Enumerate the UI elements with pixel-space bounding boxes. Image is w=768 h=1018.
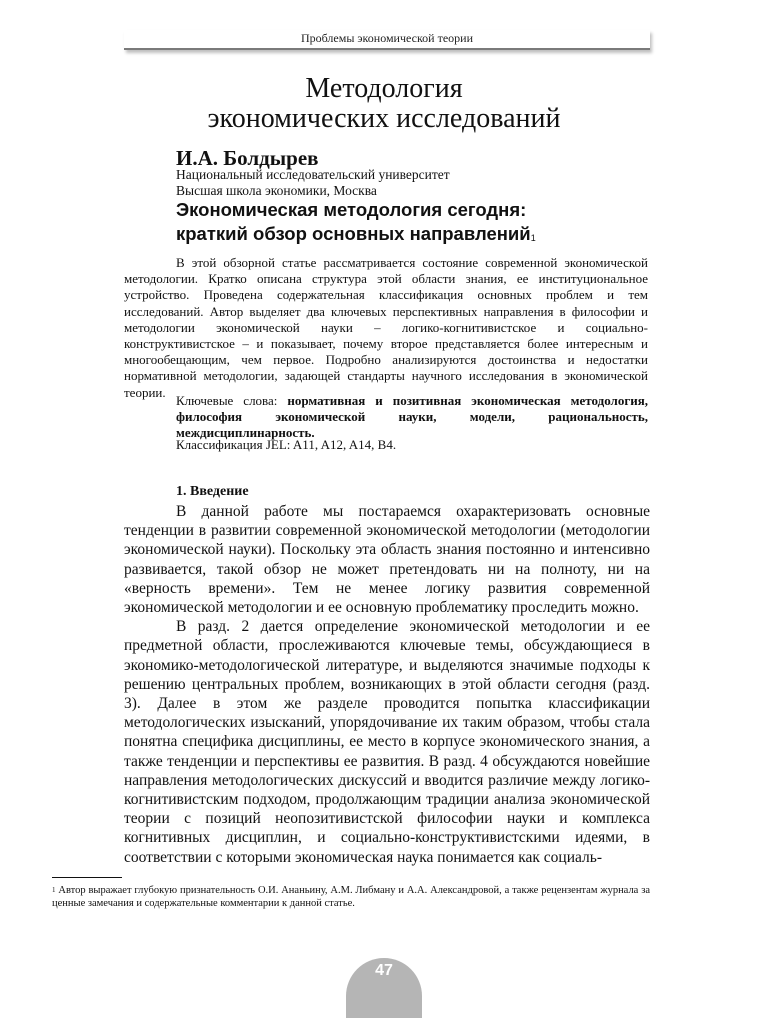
body-text [124,502,650,867]
body-paragraph: В данной работе мы постараемся охарактеризовать основные тенденции в развитии современной экономической методологии (методологии экономической науки). Поскольку эта область знания постоянно и интенсивно развивается, такой обзор не может претендовать ни на полноту, ни на «верность времени». Тем не менее логику развития современной экономической методологии и ее основную проблематику проследить можно. [124,503,650,617]
footnote-text: Автор выражает глубокую признательность О.И. Ананьину, А.М. Либману и А.А. Александровой, а также рецензентам журнала за ценные замечания и содержательные комментарии к данной статье. [52,885,651,909]
jel-classification: Классификация JEL: A11, A12, A14, B4. [176,437,397,452]
keywords [176,393,648,442]
article-title-line2: экономических исследований [207,103,561,134]
footnote-mark: 1 [52,886,56,894]
subtitle-footnote-mark[interactable]: 1 [530,233,536,243]
section-heading: 1. Введение [176,484,249,499]
author-name: И.А. Болдырев [176,146,319,170]
footnote-divider [52,877,122,878]
article-subtitle [176,198,646,246]
affiliation-line1: Национальный исследовательский университет [176,167,450,182]
affiliation-line2: Высшая школа экономики, Москва [176,183,377,198]
subtitle-line2: краткий обзор основных направлений [176,223,531,244]
article-title-line1: Методология [305,73,463,104]
keywords-terms: нормативная и позитивная экономическая методология, философия экономической науки, модели, рациональность, междисциплинарность. [176,393,648,441]
abstract: В этой обзорной статье рассматривается состояние современной экономической методологии. Кратко описана структура этой области знания, ее институциональное устройство. Проведена содержательная классификация основных проблем и тем исследований. Автор выделяет два ключевых перспективных направления в философии и методологии экономической науки – логико-когнитивистское и социально-конструктивистское – и показывает, почему второе представляется более интересным и многообещающим, чем первое. Подробно анализируются достоинства и недостатки нормативной методологии, задающей стандарты научного исследования в экономической теории. [124,255,648,400]
running-header: Проблемы экономической теории [124,30,650,50]
keywords-label: Ключевые слова: [176,393,278,408]
author-affiliation [176,167,450,199]
body-paragraph: В разд. 2 дается определение экономической методологии и ее предметной области, прослеживаются ключевые темы, обсуждающиеся в экономико-методологической литературе, и выделяются значимые подходы к решению центральных проблем, возникающих в этой области сегодня (разд. 3). Далее в этом же разделе проводится попытка классификации методологических изысканий, упорядочивание их таким образом, чтобы стала понятна специфика дисциплины, ее место в корпусе экономического знания, а также тенденции и перспективы ее развития. В разд. 4 обсуждаются новейшие направления методологических дискуссий и вводится различие между логико-когнитивистским подходом, продолжающим традиции анализа экономической теории с позиций неопозитивистской философии науки и комплекса когнитивных дисциплин, и социально-конструктивистскими идеями, в соответствии с которыми экономическая наука понимается как социаль- [124,618,650,866]
subtitle-line1: Экономическая методология сегодня: [176,199,527,220]
article-title [100,74,668,134]
page-number: 47 [346,958,422,1018]
footnote [52,884,650,910]
